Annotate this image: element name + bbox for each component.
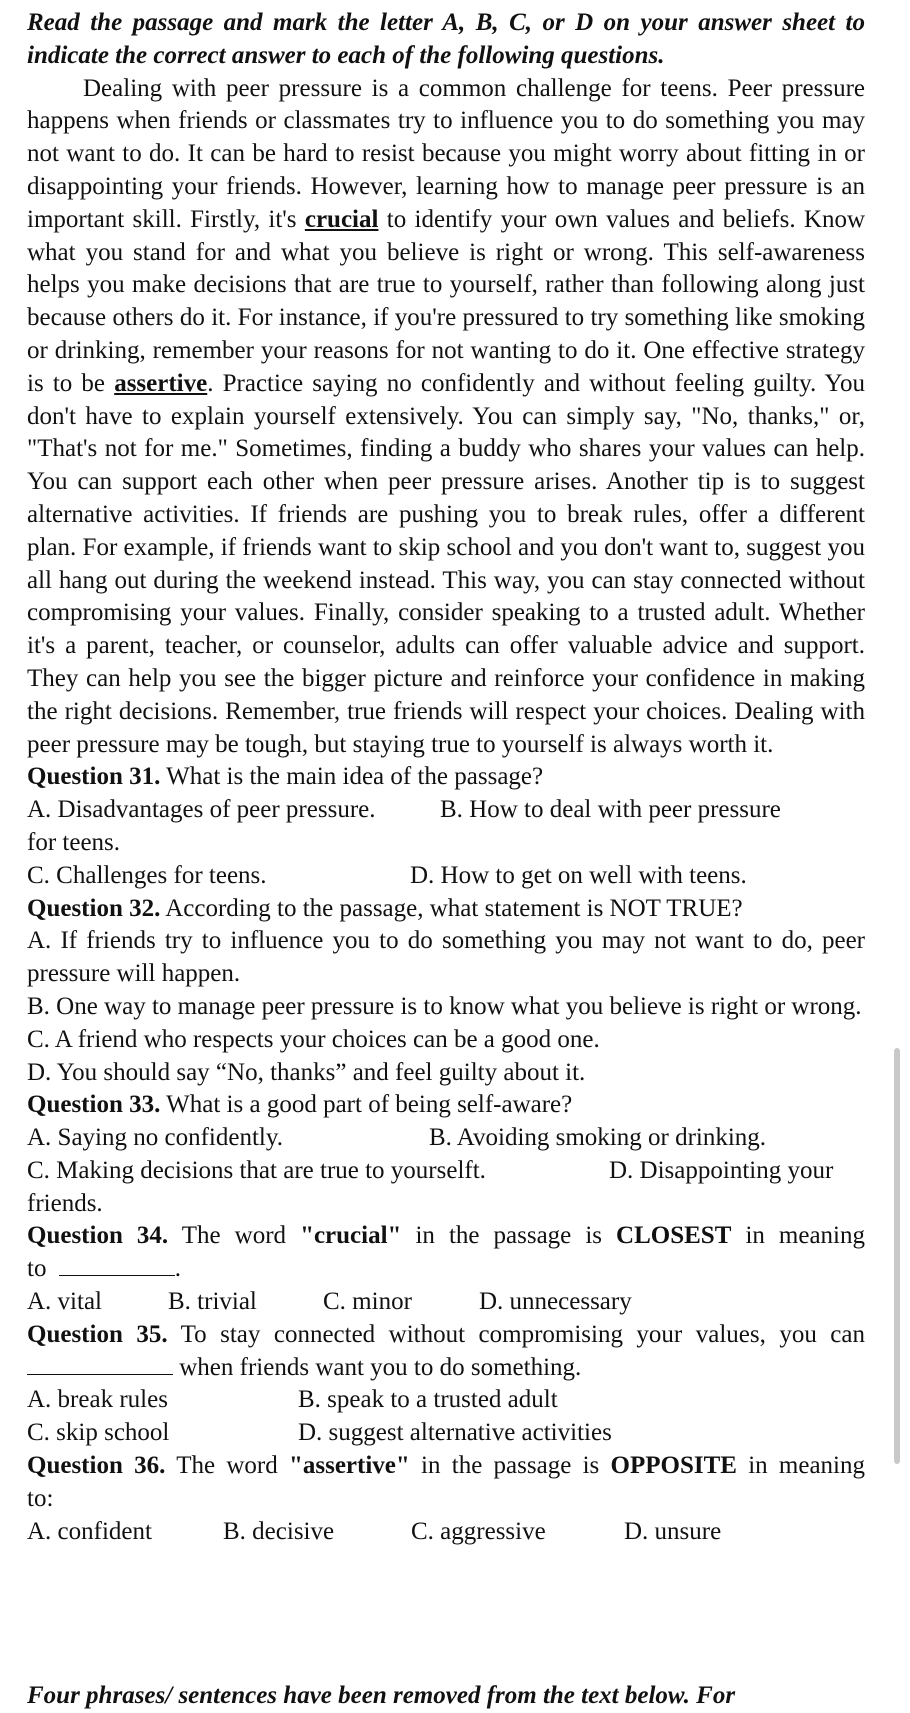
question-36-emphasis: OPPOSITE	[610, 1452, 737, 1480]
question-35-options-row-2	[27, 1417, 865, 1450]
question-33-option-a[interactable]: A. Saying no confidently.	[27, 1124, 283, 1152]
answer-blank[interactable]	[27, 1352, 173, 1375]
question-35-option-a[interactable]: A. break rules	[27, 1386, 168, 1414]
question-35-option-b[interactable]: B. speak to a trusted adult	[298, 1386, 558, 1414]
question-33-text: What is a good part of being self-aware?	[166, 1091, 573, 1119]
keyword-crucial: crucial	[304, 205, 379, 233]
question-36-option-b[interactable]: B. decisive	[223, 1517, 335, 1545]
answer-blank[interactable]	[59, 1253, 175, 1276]
question-34-text-after: in meaning to	[27, 1222, 866, 1283]
question-31-option-d[interactable]: D. How to get on well with teens.	[410, 861, 747, 889]
question-31-option-b[interactable]: B. How to deal with peer pressure	[440, 796, 781, 824]
worksheet	[27, 7, 865, 1548]
question-32-option-b[interactable]: B. One way to manage peer pressure is to know what you believe is right or wrong.	[27, 992, 862, 1020]
question-32-text: According to the passage, what statement is NOT TRUE?	[165, 894, 743, 922]
passage-part-2: to identify your own values and beliefs. Know what you stand for and what you believe is right or wrong. This self-awareness helps you make decisions that are true to yourself, rather than following along just because others do it. For instance, if you're pressured to try something like smoking or drinking, remember your reasons for not wanting to do it. One effective strategy is to be	[27, 205, 866, 397]
question-31-options-row-2	[27, 860, 865, 893]
question-35-option-c[interactable]: C. skip school	[27, 1419, 170, 1447]
question-36-option-a[interactable]: A. confident	[27, 1517, 152, 1545]
question-36-text-after: in meaning to:	[27, 1452, 865, 1512]
question-36	[27, 1450, 865, 1516]
instructions: Read the passage and mark the letter A, B, C, or D on your answer sheet to indicate the correct answer to each of the following questions.	[27, 9, 865, 69]
question-33-label: Question 33.	[27, 1091, 161, 1119]
question-34-option-a[interactable]: A. vital	[27, 1288, 102, 1316]
question-34-option-b[interactable]: B. trivial	[168, 1288, 257, 1316]
question-36-option-d[interactable]: D. unsure	[624, 1517, 722, 1545]
question-31-text: What is the main idea of the passage?	[166, 763, 544, 791]
passage-part-3: . Practice saying no confidently and without feeling guilty. You don't have to explain yourself extensively. You can simply say, "No, thanks," or, "That's not for me." Sometimes, finding a buddy who shares your values can help. You can support each other when peer pressure arises. Another tip is to suggest alternative activities. If friends are pushing you to break rules, offer a different plan. For example, if friends want to skip school and you don't want to, suggest you all hang out during the weekend instead. This way, you can stay connected without compromising your values. Finally, consider speaking to a trusted adult. Whether it's a parent, teacher, or counselor, adults can offer valuable advice and support. They can help you see the bigger picture and reinforce your confidence in making the right decisions. Remember, true friends will respect your choices. Dealing with peer pressure may be tough, but staying true to yourself is always worth it.	[27, 369, 865, 758]
question-34-option-c[interactable]: C. minor	[323, 1288, 412, 1316]
question-33-options-row-2	[27, 1155, 865, 1188]
question-32-option-a[interactable]: A. If friends try to influence you to do something you may not want to do, peer pressure will happen.	[27, 927, 865, 988]
question-31-option-b-continued: for teens.	[27, 828, 121, 856]
question-35-option-d[interactable]: D. suggest alternative activities	[298, 1419, 612, 1447]
vertical-scrollbar[interactable]	[894, 1048, 900, 1464]
question-33	[27, 1089, 865, 1122]
keyword-assertive: assertive	[114, 369, 208, 397]
passage-part-1: Dealing with peer pressure is a common challenge for teens. Peer pressure happens when friends or classmates try to influence you to do something you may not want to do. It can be hard to resist because you might worry about fitting in or disappointing your friends. However, learning how to manage peer pressure is an important skill. Firstly, it's	[27, 74, 865, 233]
question-34	[27, 1220, 865, 1286]
question-31-options-row-1	[27, 794, 865, 827]
question-33-option-c[interactable]: C. Making decisions that are true to yourselft.	[27, 1156, 486, 1184]
question-35-text-after: when friends want you to do something.	[179, 1353, 582, 1381]
question-36-text-before: The word	[176, 1452, 278, 1480]
question-35-options-row-1	[27, 1384, 865, 1417]
question-34-emphasis: CLOSEST	[616, 1222, 732, 1250]
question-34-end: .	[174, 1255, 181, 1283]
question-34-word: "crucial"	[300, 1222, 402, 1250]
next-section-instruction: Four phrases/ sentences have been removed from the text below. For	[27, 1682, 736, 1709]
question-32	[27, 893, 865, 926]
question-36-options	[27, 1516, 865, 1549]
question-31-label: Question 31.	[27, 763, 161, 791]
question-34-options	[27, 1286, 865, 1319]
question-32-option-d[interactable]: D. You should say “No, thanks” and feel guilty about it.	[27, 1058, 586, 1086]
question-33-option-d[interactable]: D. Disappointing your	[609, 1156, 834, 1184]
question-35-text-before: To stay connected without compromising your values, you can	[180, 1320, 865, 1348]
question-35-label: Question 35.	[27, 1320, 168, 1348]
question-36-option-c[interactable]: C. aggressive	[411, 1517, 546, 1545]
reading-passage	[27, 73, 865, 762]
question-36-word: "assertive"	[288, 1452, 410, 1480]
question-32-label: Question 32.	[27, 894, 161, 922]
question-31	[27, 761, 865, 794]
question-34-label: Question 34.	[27, 1222, 169, 1250]
question-36-text-mid: in the passage is	[421, 1452, 600, 1480]
question-34-option-d[interactable]: D. unnecessary	[479, 1288, 632, 1316]
question-36-label: Question 36.	[27, 1452, 166, 1480]
question-34-text-mid: in the passage is	[415, 1222, 602, 1250]
question-33-option-b[interactable]: B. Avoiding smoking or drinking.	[429, 1124, 767, 1152]
question-31-option-c[interactable]: C. Challenges for teens.	[27, 861, 267, 889]
question-33-option-d-continued: friends.	[27, 1189, 103, 1217]
question-33-options-row-1	[27, 1122, 865, 1155]
question-31-option-a[interactable]: A. Disadvantages of peer pressure.	[27, 796, 376, 824]
question-35	[27, 1319, 865, 1385]
question-34-text-before: The word	[181, 1222, 287, 1250]
question-32-option-c[interactable]: C. A friend who respects your choices can be a good one.	[27, 1025, 600, 1053]
